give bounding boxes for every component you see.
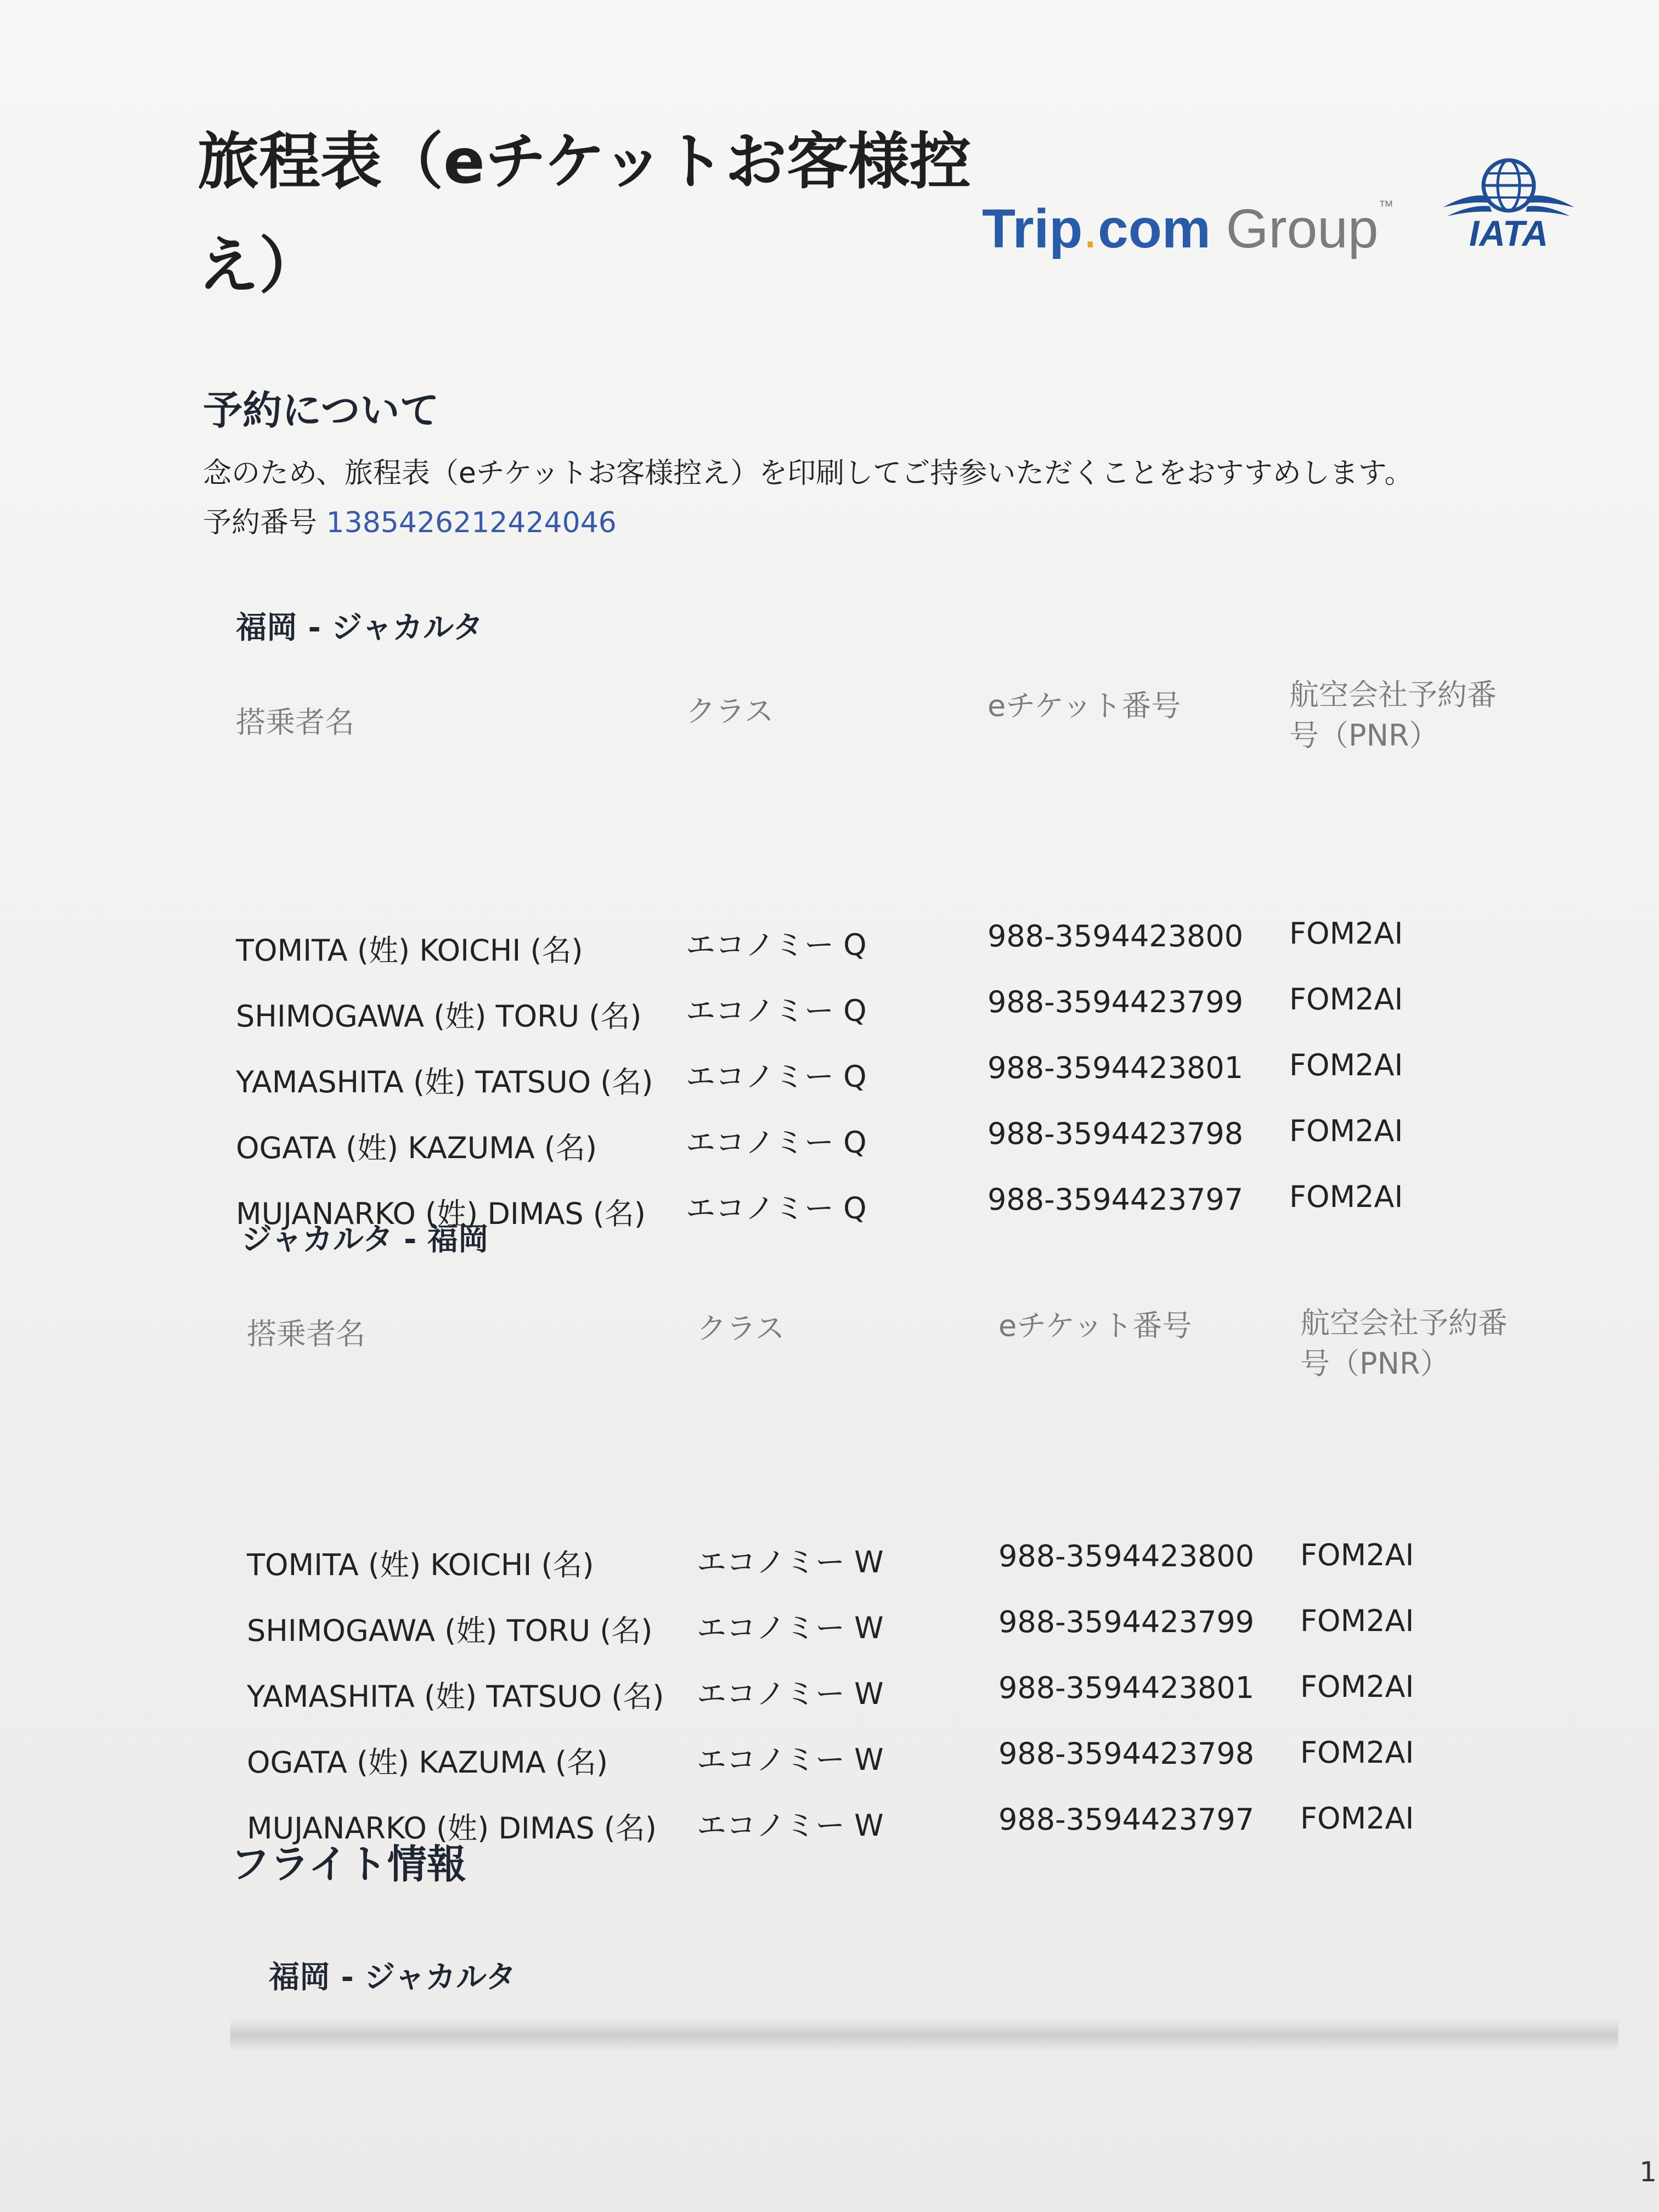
column-header-pnr-line2: 号（PNR） <box>1300 1346 1450 1381</box>
pnr-cell: FOM2AI <box>1300 1538 1414 1572</box>
class-cell: エコノミー Q <box>686 994 867 1028</box>
class-cell: エコノミー Q <box>686 1125 867 1160</box>
class-cell: エコノミー W <box>697 1742 884 1777</box>
eticket-number: 988-3594423797 <box>998 1802 1255 1837</box>
pnr-cell: FOM2AI <box>1289 916 1403 951</box>
passenger-name: SHIMOGAWA (姓) TORU (名) <box>236 999 642 1034</box>
passenger-name: TOMITA (姓) KOICHI (名) <box>236 933 583 968</box>
eticket-number: 988-3594423800 <box>988 919 1244 953</box>
eticket-number: 988-3594423798 <box>998 1736 1255 1771</box>
eticket-number: 988-3594423799 <box>998 1605 1255 1639</box>
passenger-name: YAMASHITA (姓) TATSUO (名) <box>247 1679 664 1714</box>
trip-logo-com: com <box>1098 198 1211 259</box>
passenger-name: MUJANARKO (姓) DIMAS (名) <box>247 1811 657 1846</box>
pnr-cell: FOM2AI <box>1289 1048 1403 1082</box>
pnr-cell: FOM2AI <box>1289 1114 1403 1148</box>
class-cell: エコノミー W <box>697 1677 884 1711</box>
eticket-number: 988-3594423799 <box>988 985 1244 1019</box>
column-header-passenger: 搭乗者名 <box>247 1317 365 1351</box>
column-header-class: クラス <box>686 694 774 729</box>
column-header-eticket: eチケット番号 <box>998 1308 1192 1343</box>
iata-logo <box>1437 148 1580 258</box>
eticket-number: 988-3594423801 <box>988 1051 1244 1085</box>
flight-info-heading: フライト情報 <box>230 1841 466 1887</box>
page-title: 旅程表（eチケットお客様控え） <box>198 126 971 302</box>
passenger-name: TOMITA (姓) KOICHI (名) <box>247 1548 594 1582</box>
class-cell: エコノミー W <box>697 1545 884 1579</box>
eticket-number: 988-3594423798 <box>988 1116 1244 1151</box>
route-section-return <box>214 1215 1558 1846</box>
trip-logo-tm: ™ <box>1378 198 1394 215</box>
column-header-pnr-line1: 航空会社予約番 <box>1289 678 1497 712</box>
flight-info-route-title: 福岡 - ジャカルタ <box>269 1960 516 1995</box>
booking-number-line <box>203 499 617 540</box>
booking-number-link[interactable]: 1385426212424046 <box>326 506 617 539</box>
trip-logo-dot: . <box>1082 198 1098 259</box>
trip-logo-brand: Trip <box>982 198 1083 259</box>
class-cell: エコノミー W <box>697 1611 884 1645</box>
pnr-cell: FOM2AI <box>1289 1180 1403 1214</box>
class-cell: エコノミー Q <box>686 1059 867 1094</box>
eticket-number: 988-3594423800 <box>998 1539 1255 1573</box>
booking-number-label: 予約番号 <box>203 506 318 539</box>
passenger-name: SHIMOGAWA (姓) TORU (名) <box>247 1613 653 1648</box>
pnr-cell: FOM2AI <box>1289 982 1403 1017</box>
booking-heading: 予約について <box>203 387 439 433</box>
column-header-passenger: 搭乗者名 <box>236 705 354 740</box>
iata-logo-text: IATA <box>1469 213 1549 253</box>
class-cell: エコノミー Q <box>686 928 867 962</box>
pnr-cell: FOM2AI <box>1300 1735 1414 1770</box>
pnr-cell: FOM2AI <box>1300 1669 1414 1704</box>
pnr-cell: FOM2AI <box>1300 1604 1414 1638</box>
page-number: 1 <box>1639 2156 1657 2188</box>
logo-area <box>982 148 1575 291</box>
trip-logo-group: Group <box>1226 198 1379 259</box>
passenger-name: OGATA (姓) KAZUMA (名) <box>247 1745 608 1780</box>
page-shadow <box>230 2019 1618 2052</box>
class-cell: エコノミー Q <box>686 1191 867 1226</box>
pnr-cell: FOM2AI <box>1300 1801 1414 1836</box>
passenger-name: OGATA (姓) KAZUMA (名) <box>236 1131 597 1165</box>
column-header-pnr <box>1300 1303 1508 1384</box>
column-header-pnr <box>1289 675 1497 756</box>
column-header-eticket: eチケット番号 <box>988 689 1181 723</box>
booking-notice: 念のため、旅程表（eチケットお客様控え）を印刷してご持参いただくことをおすすめします。 <box>203 457 1413 490</box>
route-section-outbound <box>214 603 1558 1231</box>
passenger-name: MUJANARKO (姓) DIMAS (名) <box>236 1197 646 1231</box>
column-header-class: クラス <box>697 1311 785 1346</box>
passenger-name: YAMASHITA (姓) TATSUO (名) <box>236 1065 653 1099</box>
route-title: ジャカルタ - 福岡 <box>241 1222 489 1257</box>
column-header-pnr-line1: 航空会社予約番 <box>1300 1306 1508 1340</box>
route-title: 福岡 - ジャカルタ <box>236 610 483 646</box>
eticket-number: 988-3594423801 <box>998 1671 1255 1705</box>
class-cell: エコノミー W <box>697 1808 884 1843</box>
column-header-pnr-line2: 号（PNR） <box>1289 718 1439 753</box>
eticket-number: 988-3594423797 <box>988 1182 1244 1217</box>
trip-com-group-logo <box>982 198 1394 261</box>
